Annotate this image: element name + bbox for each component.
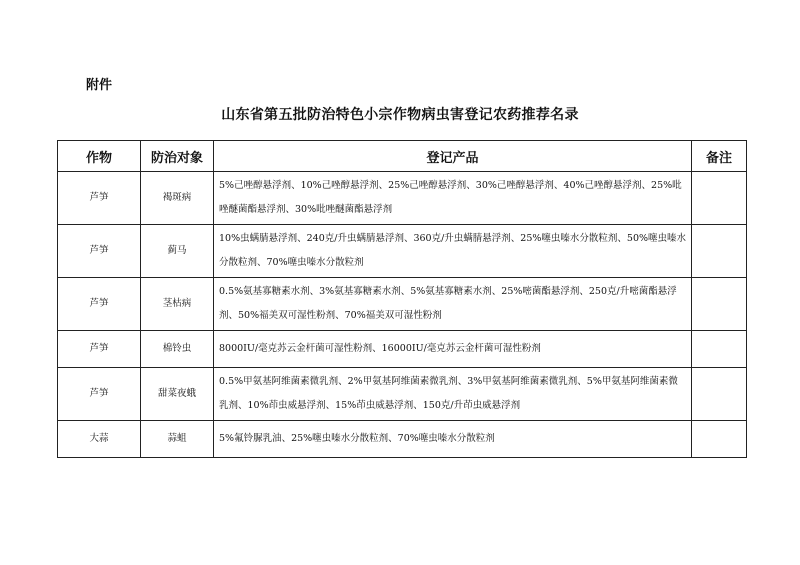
table-row [58, 225, 747, 278]
target-cell: 甜菜夜蛾 [141, 368, 214, 421]
header-crop: 作物 [58, 141, 141, 172]
crop-cell: 芦笋 [58, 225, 141, 278]
table-row [58, 421, 747, 458]
target-cell: 褐斑病 [141, 172, 214, 225]
products-cell: 0.5%氨基寡糖素水剂、3%氨基寡糖素水剂、5%氨基寡糖素水剂、25%嘧菌酯悬浮剂、250克/升嘧菌酯悬浮剂、50%福美双可湿性粉剂、70%福美双可湿性粉剂 [214, 278, 692, 331]
products-cell: 5%己唑醇悬浮剂、10%己唑醇悬浮剂、25%己唑醇悬浮剂、30%己唑醇悬浮剂、40%己唑醇悬浮剂、25%吡唑醚菌酯悬浮剂、30%吡唑醚菌酯悬浮剂 [214, 172, 692, 225]
table-header-row [58, 141, 747, 172]
target-cell: 蓟马 [141, 225, 214, 278]
crop-cell: 芦笋 [58, 172, 141, 225]
table-row [58, 368, 747, 421]
products-cell: 8000IU/毫克苏云金杆菌可湿性粉剂、16000IU/毫克苏云金杆菌可湿性粉剂 [214, 331, 692, 368]
attachment-label: 附件 [86, 78, 113, 93]
note-cell [692, 225, 747, 278]
products-cell: 10%虫螨腈悬浮剂、240克/升虫螨腈悬浮剂、360克/升虫螨腈悬浮剂、25%噻虫嗪水分散粒剂、50%噻虫嗪水分散粒剂、70%噻虫嗪水分散粒剂 [214, 225, 692, 278]
crop-cell: 芦笋 [58, 331, 141, 368]
table-row [58, 172, 747, 225]
note-cell [692, 172, 747, 225]
crop-cell: 大蒜 [58, 421, 141, 458]
header-products: 登记产品 [214, 141, 692, 172]
pesticide-recommendation-table [57, 140, 747, 458]
table-row [58, 278, 747, 331]
products-cell: 5%氟铃脲乳油、25%噻虫嗪水分散粒剂、70%噻虫嗪水分散粒剂 [214, 421, 692, 458]
header-target: 防治对象 [141, 141, 214, 172]
crop-cell: 芦笋 [58, 368, 141, 421]
document-title: 山东省第五批防治特色小宗作物病虫害登记农药推荐名录 [221, 107, 579, 123]
note-cell [692, 278, 747, 331]
note-cell [692, 331, 747, 368]
target-cell: 茎枯病 [141, 278, 214, 331]
products-cell: 0.5%甲氨基阿维菌素微乳剂、2%甲氨基阿维菌素微乳剂、3%甲氨基阿维菌素微乳剂、5%甲氨基阿维菌素微乳剂、10%茚虫威悬浮剂、15%茚虫威悬浮剂、150克/升茚虫威悬浮剂 [214, 368, 692, 421]
target-cell: 棉铃虫 [141, 331, 214, 368]
crop-cell: 芦笋 [58, 278, 141, 331]
target-cell: 蒜蛆 [141, 421, 214, 458]
header-note: 备注 [692, 141, 747, 172]
note-cell [692, 421, 747, 458]
note-cell [692, 368, 747, 421]
table-row [58, 331, 747, 368]
